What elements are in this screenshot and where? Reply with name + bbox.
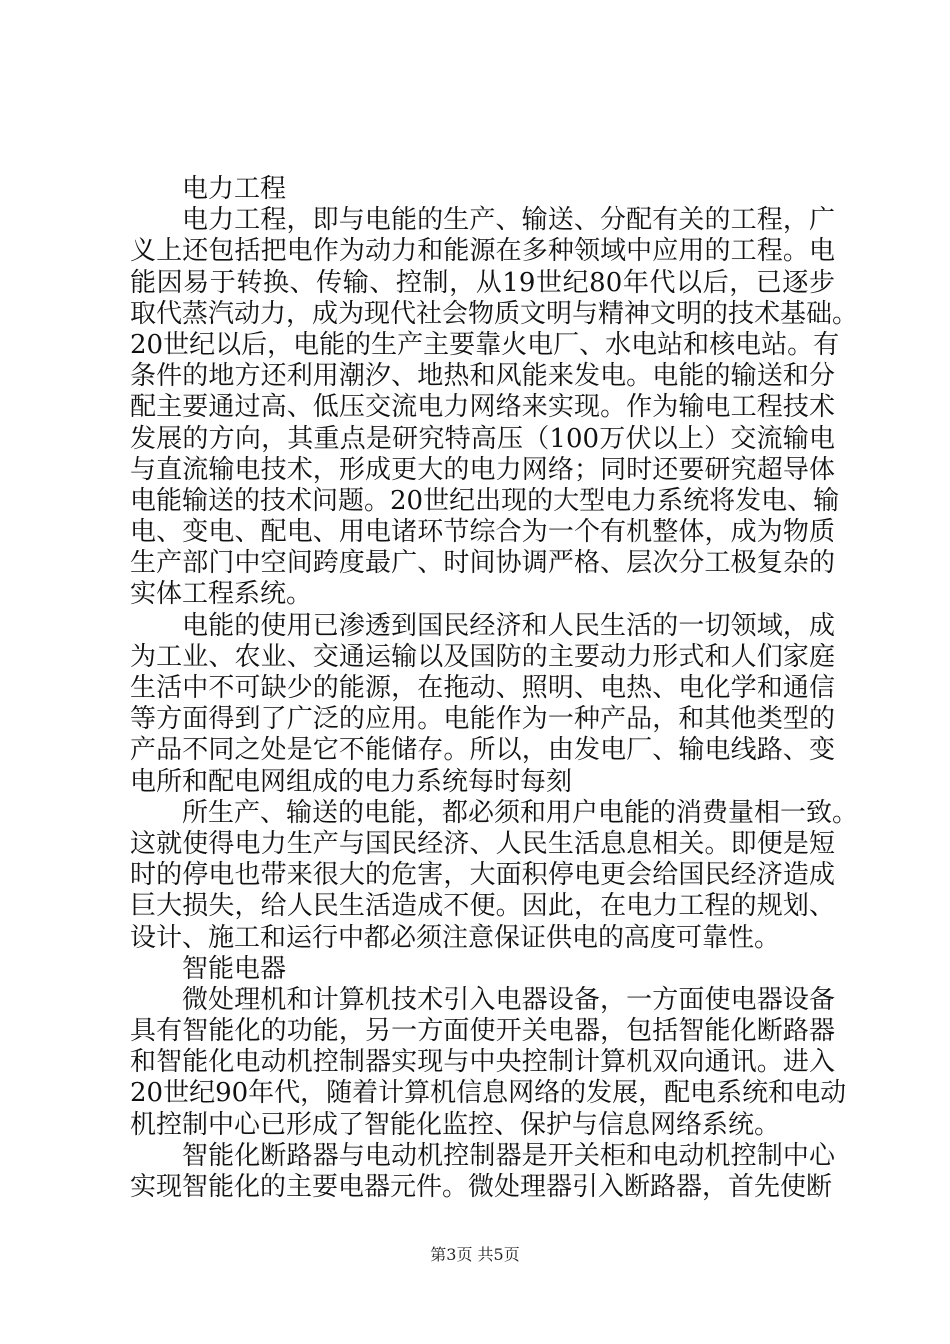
text-line: 20世纪90年代，随着计算机信息网络的发展，配电系统和电动	[130, 1078, 847, 1109]
section-heading	[130, 174, 835, 205]
paragraph	[130, 1141, 835, 1203]
text-line: 电所和配电网组成的电力系统每时每刻	[130, 766, 573, 797]
text-line: 20世纪以后，电能的生产主要靠火电厂、水电站和核电站。有	[130, 329, 840, 360]
page-number-label: 第3页 共5页	[430, 1245, 520, 1264]
text-line: 机控制中心已形成了智能化监控、保护与信息网络系统。	[130, 1109, 781, 1140]
text-line: 时的停电也带来很大的危害，大面积停电更会给国民经济造成	[130, 860, 835, 891]
text-line: 实现智能化的主要电器元件。微处理器引入断路器，首先使断	[130, 1172, 833, 1202]
text-line: 生活中不可缺少的能源，在拖动、照明、电热、电化学和通信	[130, 673, 835, 703]
text-line: 设计、施工和运行中都必须注意保证供电的高度可靠性。	[130, 922, 781, 953]
text-line: 与直流输电技术，形成更大的电力网络；同时还要研究超导体	[130, 454, 835, 485]
paragraph	[130, 984, 847, 1141]
paragraph	[130, 205, 859, 610]
text-line: 配主要通过高、低压交流电力网络来实现。作为输电工程技术	[130, 392, 835, 423]
text-line: 等方面得到了广泛的应用。电能作为一种产品，和其他类型的	[130, 704, 835, 735]
text-line: 条件的地方还利用潮汐、地热和风能来发电。电能的输送和分	[130, 361, 835, 392]
text-line: 和智能化电动机控制器实现与中央控制计算机双向通讯。进入	[130, 1047, 835, 1078]
text-line: 产品不同之处是它不能储存。所以，由发电厂、输电线路、变	[130, 735, 835, 766]
text-line: 电能的使用已渗透到国民经济和人民生活的一切领域，成	[182, 610, 835, 641]
text-line: 能因易于转换、传输、控制，从19世纪80年代以后，已逐步	[130, 267, 835, 298]
paragraph	[130, 611, 835, 798]
text-line: 智能电器	[182, 953, 287, 984]
paragraph	[130, 797, 859, 954]
text-line: 智能化断路器与电动机控制器是开关柜和电动机控制中心	[182, 1140, 835, 1171]
text-line: 为工业、农业、交通运输以及国防的主要动力形式和人们家庭	[130, 641, 835, 672]
text-line: 电力工程	[182, 174, 287, 204]
text-line: 电能输送的技术问题。20世纪出现的大型电力系统将发电、输	[130, 485, 840, 516]
text-line: 发展的方向，其重点是研究特高压（100万伏以上）交流输电	[130, 423, 835, 454]
text-line: 生产部门中空间跨度最广、时间协调严格、层次分工极复杂的	[130, 548, 835, 579]
page-footer	[0, 1245, 950, 1265]
text-line: 巨大损失，给人民生活造成不便。因此，在电力工程的规划、	[130, 891, 835, 922]
text-line: 实体工程系统。	[130, 579, 313, 610]
text-line: 具有智能化的功能，另一方面使开关电器，包括智能化断路器	[130, 1016, 835, 1047]
document-body	[130, 174, 859, 1203]
text-line: 所生产、输送的电能，都必须和用户电能的消费量相一致。	[182, 797, 859, 828]
text-line: 电、变电、配电、用电诸环节综合为一个有机整体，成为物质	[130, 517, 835, 548]
text-line: 义上还包括把电作为动力和能源在多种领域中应用的工程。电	[130, 236, 835, 267]
section-heading	[130, 954, 835, 985]
text-line: 电力工程，即与电能的生产、输送、分配有关的工程，广	[182, 205, 835, 236]
text-line: 取代蒸汽动力，成为现代社会物质文明与精神文明的技术基础。	[130, 298, 859, 329]
text-line: 这就使得电力生产与国民经济、人民生活息息相关。即便是短	[130, 828, 835, 859]
text-line: 微处理机和计算机技术引入电器设备，一方面使电器设备	[182, 984, 835, 1015]
